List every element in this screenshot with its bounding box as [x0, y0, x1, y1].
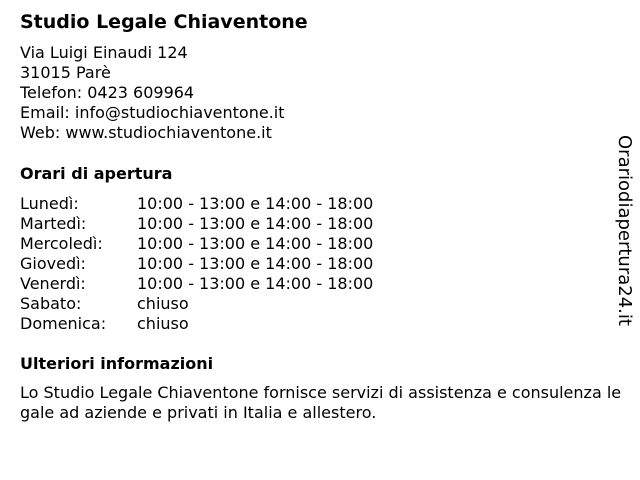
business-name: Studio Legale Chiaventone	[20, 11, 308, 33]
hours-value: 10:00 - 13:00 e 14:00 - 18:00	[137, 234, 374, 253]
hours-row	[20, 314, 440, 334]
phone-line: Telefon: 0423 609964	[20, 83, 195, 102]
address-city: 31015 Parè	[20, 63, 111, 82]
hours-day: Martedì:	[20, 214, 87, 233]
hours-day: Giovedì:	[20, 254, 86, 273]
hours-day: Lunedì:	[20, 194, 79, 213]
hours-value: 10:00 - 13:00 e 14:00 - 18:00	[137, 254, 374, 273]
info-heading: Ulteriori informazioni	[20, 354, 214, 373]
address-street: Via Luigi Einaudi 124	[20, 43, 188, 62]
hours-row	[20, 234, 440, 254]
hours-value: 10:00 - 13:00 e 14:00 - 18:00	[137, 214, 374, 233]
hours-row	[20, 214, 440, 234]
hours-day: Sabato:	[20, 294, 82, 313]
hours-value: chiuso	[137, 314, 189, 333]
hours-day: Mercoledì:	[20, 234, 103, 253]
hours-value: 10:00 - 13:00 e 14:00 - 18:00	[137, 274, 374, 293]
hours-heading: Orari di apertura	[20, 164, 173, 183]
hours-row	[20, 294, 440, 314]
email-line: Email: info@studiochiaventone.it	[20, 103, 285, 122]
hours-value: 10:00 - 13:00 e 14:00 - 18:00	[137, 194, 374, 213]
info-description: Lo Studio Legale Chiaventone fornisce servizi di assistenza e consulenza legale ad aziende e privati in Italia e allestero.	[20, 383, 622, 422]
hours-row	[20, 274, 440, 294]
web-line: Web: www.studiochiaventone.it	[20, 123, 272, 142]
hours-value: chiuso	[137, 294, 189, 313]
contact-block	[20, 43, 285, 143]
hours-row	[20, 194, 440, 214]
hours-row	[20, 254, 440, 274]
site-watermark: Orariodiapertura24.it	[614, 135, 635, 326]
hours-day: Domenica:	[20, 314, 107, 333]
hours-table	[20, 194, 440, 334]
hours-day: Venerdì:	[20, 274, 86, 293]
